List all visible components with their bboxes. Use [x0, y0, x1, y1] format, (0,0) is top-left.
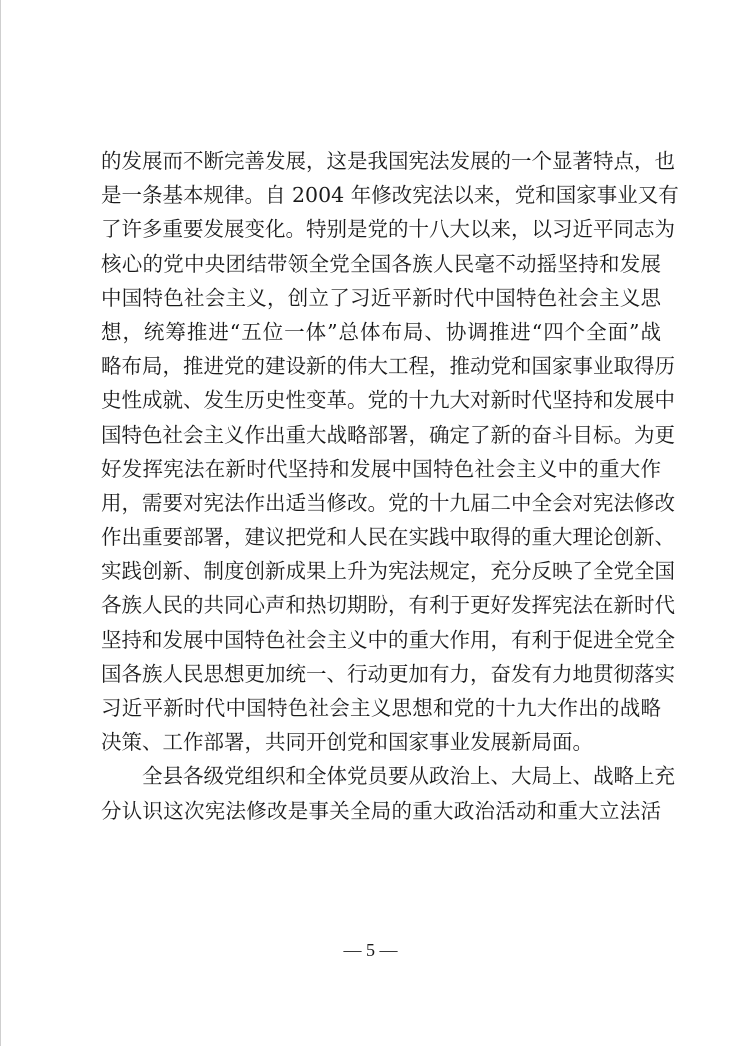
text-line-3: 了许多重要发展变化。特别是党的十八大以来，以习近平同志为	[101, 217, 675, 242]
text-line-20: 分认识这次宪法修改是事关全局的重大政治活动和重大立法活	[101, 798, 661, 823]
text-line-8: 史性成就、发生历史性变革。党的十九大对新时代坚持和发展中	[101, 388, 675, 413]
page-number: — 5 —	[343, 940, 398, 960]
text-line-13: 实践创新、制度创新成果上升为宪法规定，充分反映了全党全国	[101, 559, 675, 584]
text-line-17: 习近平新时代中国特色社会主义思想和党的十九大作出的战略	[101, 696, 661, 720]
text-line-12: 作出重要部署，建议把党和人民在实践中取得的重大理论创新、	[101, 525, 675, 550]
text-line-1: 的发展而不断完善发展，这是我国宪法发展的一个显著特点，也	[101, 149, 675, 173]
text-line-14: 各族人民的共同心声和热切期盼，有利于更好发挥宪法在新时代	[101, 593, 675, 618]
text-line-4: 核心的党中央团结带领全党全国各族人民毫不动摇坚持和发展	[101, 251, 661, 276]
text-line-2: 是一条基本规律。自 2004 年修改宪法以来，党和国家事业又有	[101, 183, 679, 208]
text-line-9: 国特色社会主义作出重大战略部署，确定了新的奋斗目标。为更	[101, 422, 675, 447]
body-text	[101, 144, 679, 828]
text-line-19: 全县各级党组织和全体党员要从政治上、大局上、战略上充	[142, 764, 675, 789]
text-line-16: 国各族人民思想更加统一、行动更加有力，奋发有力地贯彻落实	[101, 661, 675, 686]
text-line-10: 好发挥宪法在新时代坚持和发展中国特色社会主义中的重大作	[101, 456, 661, 481]
text-line-11: 用，需要对宪法作出适当修改。党的十九届二中全会对宪法修改	[101, 490, 675, 515]
text-line-7: 略布局，推进党的建设新的伟大工程，推动党和国家事业取得历	[101, 354, 675, 379]
text-line-5: 中国特色社会主义，创立了习近平新时代中国特色社会主义思	[101, 285, 661, 310]
text-line-18: 决策、工作部署，共同开创党和国家事业发展新局面。	[101, 730, 593, 755]
text-line-6: 想，统筹推进“五位一体”总体布局、协调推进“四个全面”战	[101, 319, 661, 344]
text-line-15: 坚持和发展中国特色社会主义中的重大作用，有利于促进全党全	[101, 627, 675, 652]
